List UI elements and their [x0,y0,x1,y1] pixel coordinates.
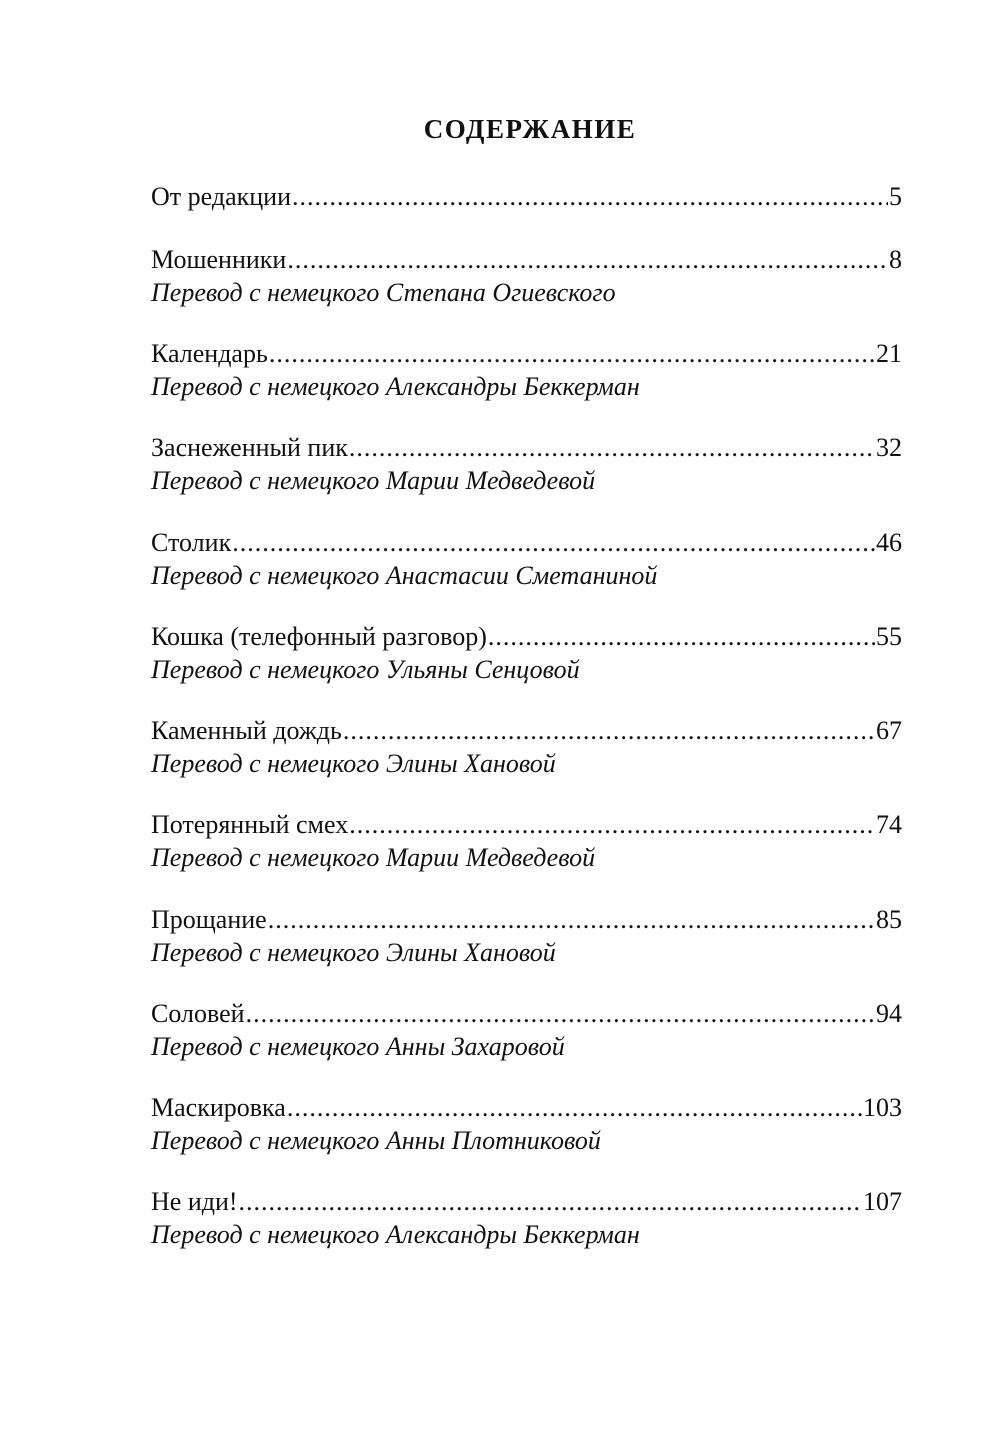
toc-entry-page: 55 [876,622,902,651]
toc-entry-title: Заснеженный пик [151,433,348,462]
toc-entry-page: 8 [889,245,902,274]
toc-entry-translator: Перевод с немецкого Степана Огиевского [151,278,616,307]
toc-entry-translator: Перевод с немецкого Марии Медведевой [151,466,596,495]
toc-entry[interactable] [151,808,902,874]
toc-entry[interactable] [151,620,902,686]
toc-entry[interactable] [151,1091,902,1157]
toc-entry-page: 85 [876,905,902,934]
toc-line [151,997,902,1030]
toc-entry-translator: Перевод с немецкого Анны Плотниковой [151,1126,601,1155]
toc-line [151,1185,902,1218]
toc-leader-dots [292,180,888,213]
toc-entry-title: Маскировка [151,1093,286,1122]
toc-line [151,903,902,936]
toc-leader-dots [287,243,888,276]
toc-entry[interactable] [151,903,902,969]
toc-entry[interactable] [151,337,902,403]
page-title: СОДЕРЖАНИЕ [423,114,637,144]
toc-entry[interactable] [151,180,902,213]
toc-entry-translator: Перевод с немецкого Александры Беккерман [151,1220,640,1249]
toc-entry-page: 32 [876,433,902,462]
toc-leader-dots [268,903,875,936]
toc-entry[interactable] [151,243,902,309]
toc-entry-title: Не иди! [151,1187,238,1216]
toc-entry-title: Потерянный смех [151,810,349,839]
toc-entry[interactable] [151,526,902,592]
toc-entry-translator: Перевод с немецкого Анны Захаровой [151,1032,565,1061]
toc-line [151,243,902,276]
toc-entry-page: 46 [876,528,902,557]
toc-entry-page: 94 [876,999,902,1028]
toc-entry-translator: Перевод с немецкого Элины Хановой [151,938,556,967]
toc-leader-dots [343,714,875,747]
toc-leader-dots [269,337,875,370]
toc-entry-title: Календарь [151,339,268,368]
toc-entry-title: От редакции [151,182,291,211]
toc-entry-title: Соловей [151,999,245,1028]
toc-entry-translator: Перевод с немецкого Александры Беккерман [151,372,640,401]
toc-entry[interactable] [151,714,902,780]
toc-leader-dots [232,526,875,559]
toc-entry-page: 107 [863,1187,902,1216]
toc-entry[interactable] [151,997,902,1063]
toc-entry-translator: Перевод с немецкого Ульяны Сенцовой [151,655,580,684]
toc-entry-page: 74 [876,810,902,839]
toc-leader-dots [239,1185,862,1218]
toc-entry-page: 21 [876,339,902,368]
toc-line [151,526,902,559]
toc-entry-title: Кошка (телефонный разговор) [151,622,487,651]
toc-line [151,808,902,841]
toc-leader-dots [349,808,875,841]
toc-leader-dots [246,997,875,1030]
toc-line [151,337,902,370]
toc-entry-translator: Перевод с немецкого Анастасии Сметаниной [151,561,658,590]
toc-leader-dots [287,1091,862,1124]
toc-entry-title: Столик [151,528,232,557]
toc-line [151,1091,902,1124]
toc-line [151,180,902,213]
toc-entry-page: 103 [863,1093,902,1122]
toc-entry-page: 5 [889,182,902,211]
toc-entry-translator: Перевод с немецкого Марии Медведевой [151,843,596,872]
toc-entry[interactable] [151,1185,902,1251]
toc-entry[interactable] [151,431,902,497]
toc-entry-translator: Перевод с немецкого Элины Хановой [151,749,556,778]
toc-entry-title: Каменный дождь [151,716,342,745]
toc-entry-title: Мошенники [151,245,287,274]
toc-line [151,714,902,747]
toc-line [151,620,902,653]
toc-entry-title: Прощание [151,905,267,934]
toc-entry-page: 67 [876,716,902,745]
toc-leader-dots [349,431,875,464]
toc-leader-dots [488,620,875,653]
toc-line [151,431,902,464]
